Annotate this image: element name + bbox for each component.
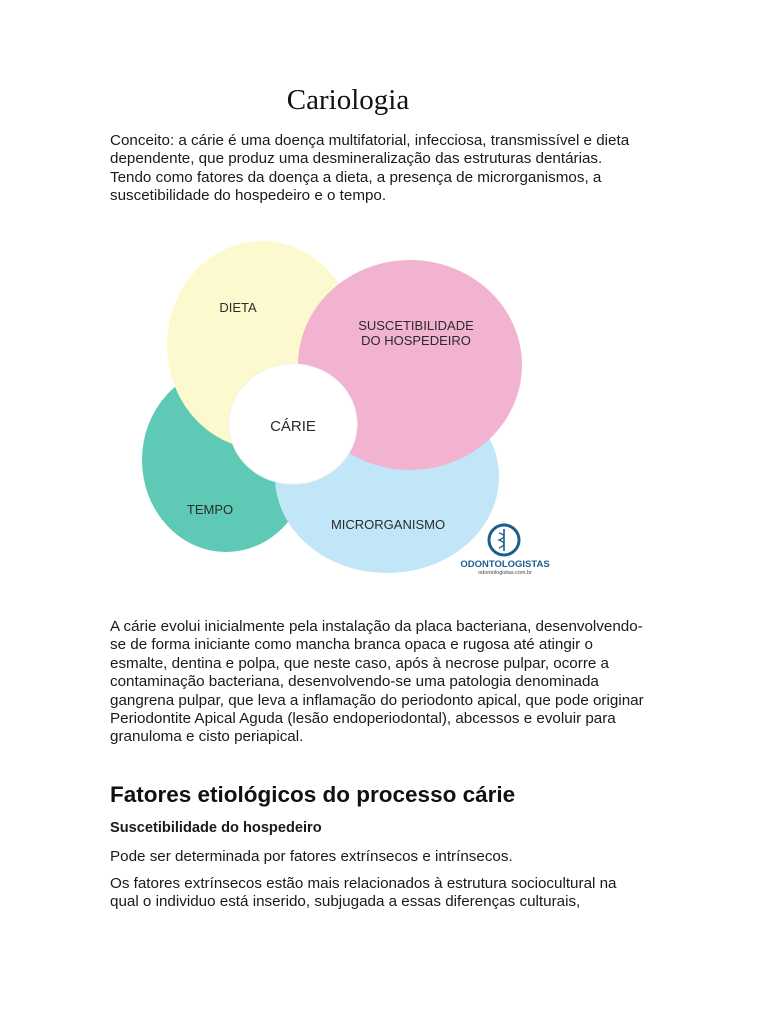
extrinsecos-line: Os fatores extrínsecos estão mais relacionados à estrutura sociocultural na xyxy=(110,875,617,892)
intro-line: Tendo como fatores da doença a dieta, a presença de microrganismos, a xyxy=(110,168,602,186)
caduceus-icon xyxy=(489,525,519,555)
evolution-line: contaminação bacteriana, desenvolvendo-se uma patologia denominada xyxy=(110,673,599,691)
label-tempo: TEMPO xyxy=(186,502,234,517)
label-dieta: DIETA xyxy=(219,300,257,315)
determinada-line: Pode ser determinada por fatores extrínsecos e intrínsecos. xyxy=(110,848,513,865)
evolution-line: gangrena pulpar, que leva a inflamação do periodonto apical, que pode originar xyxy=(110,691,644,709)
evolution-line: esmalte, dentina e polpa, que neste caso, após à necrose pulpar, ocorre a xyxy=(110,654,609,672)
label-suscetibilidade-line1: SUSCETIBILIDADE xyxy=(358,318,474,333)
evolution-line: A cárie evolui inicialmente pela instalação da placa bacteriana, desenvolvendo- xyxy=(110,618,643,635)
evolution-line: Periodontite Apical Aguda (lesão endoperiodontal), abcessos e evoluir para xyxy=(110,710,616,728)
logo-url: odontologistas.com.br xyxy=(478,570,532,576)
determinada-paragraph xyxy=(110,848,670,866)
page-title: Cariologia xyxy=(286,84,410,116)
intro-paragraph xyxy=(110,132,670,206)
intro-line: suscetibilidade do hospedeiro e o tempo. xyxy=(110,187,387,205)
label-suscetibilidade-line2: DO HOSPEDEIRO xyxy=(361,333,471,348)
evolution-paragraph xyxy=(110,618,670,747)
label-microrganismo: MICRORGANISMO xyxy=(330,517,446,532)
evolution-line: se de forma iniciante como mancha branca opaca e rugosa até atingir o xyxy=(110,636,593,654)
logo-name: ODONTOLOGISTAS xyxy=(460,559,550,570)
extrinsecos-line: qual o individuo está inserido, subjugada a essas diferenças culturais, xyxy=(110,893,581,911)
intro-line: Conceito: a cárie é uma doença multifatorial, infecciosa, transmissível e dieta xyxy=(110,132,630,149)
carie-factors-venn-diagram xyxy=(130,230,570,580)
evolution-line: granuloma e cisto periapical. xyxy=(110,728,304,746)
subheading: Suscetibilidade do hospedeiro xyxy=(110,820,322,836)
intro-line: dependente, que produz uma desmineralização das estruturas dentárias. xyxy=(110,150,603,168)
section-heading: Fatores etiológicos do processo cárie xyxy=(110,782,516,807)
extrinsecos-paragraph xyxy=(110,875,670,912)
label-carie: CÁRIE xyxy=(270,418,316,435)
